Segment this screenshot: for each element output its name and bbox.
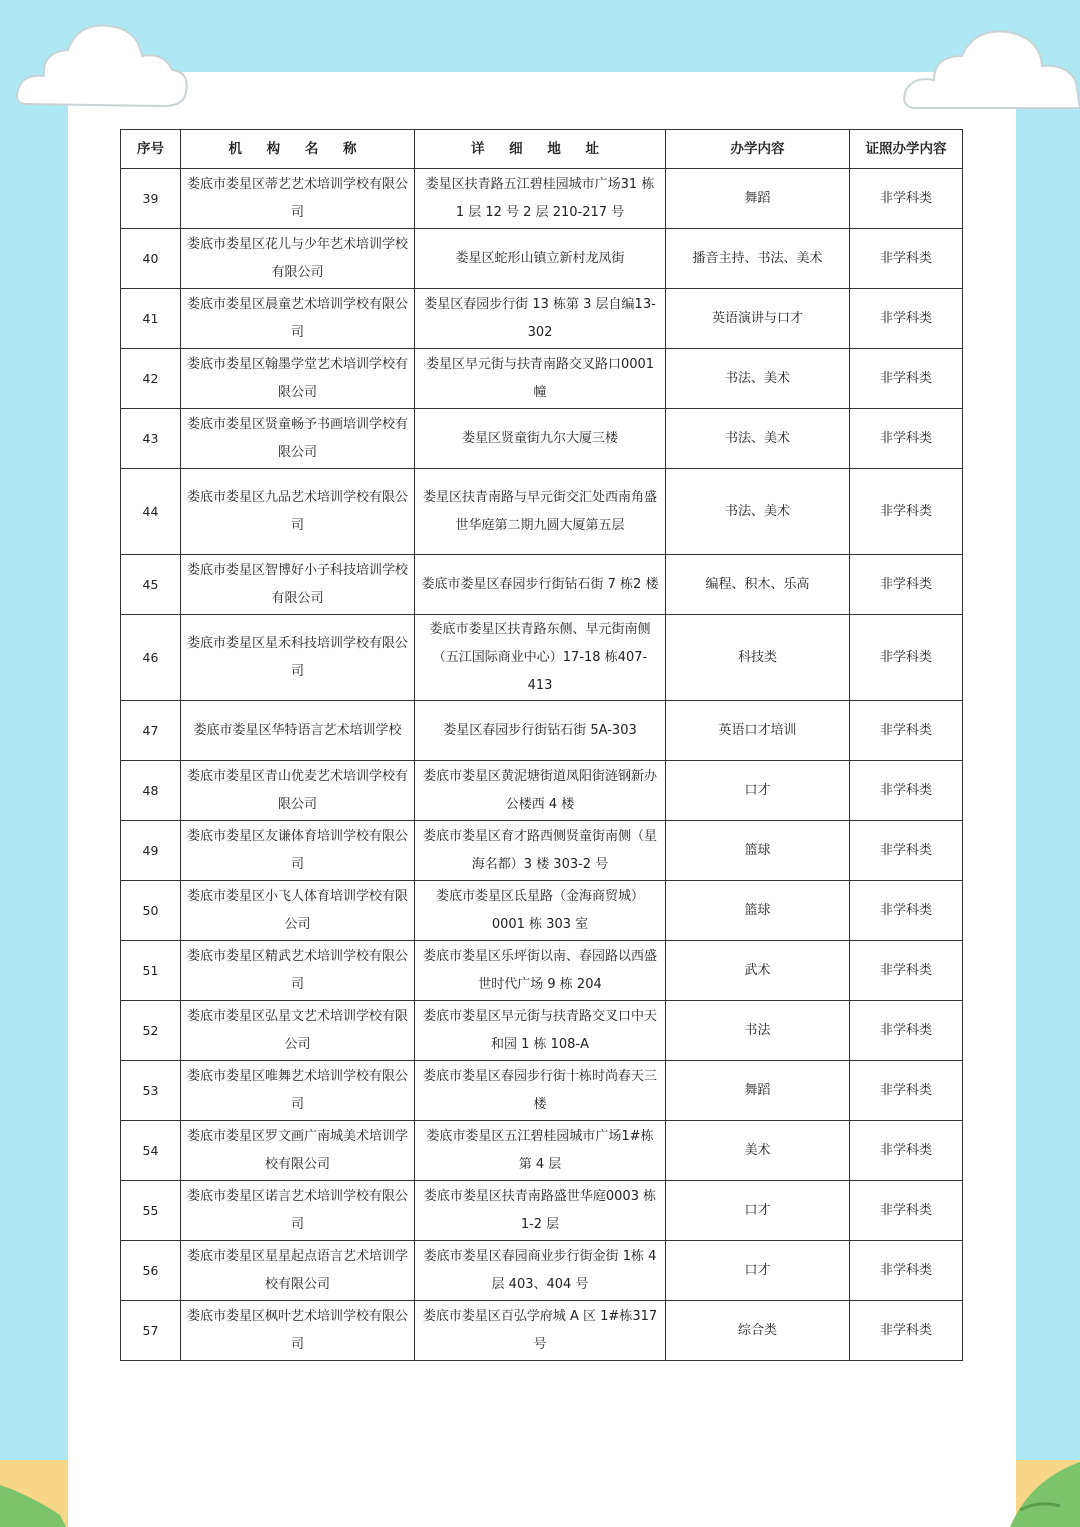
row-serial: 57 <box>121 1301 181 1361</box>
row-address: 娄星区蛇形山镇立新村龙凤街 <box>415 229 666 289</box>
row-institution-name: 娄底市娄星区智博好小子科技培训学校有限公司 <box>181 555 415 615</box>
row-address: 娄星区春园步行街钻石街 5A-303 <box>415 701 666 761</box>
row-license-content: 非学科类 <box>850 555 963 615</box>
row-license-content: 非学科类 <box>850 1121 963 1181</box>
table-row <box>121 941 963 1001</box>
row-serial: 56 <box>121 1241 181 1301</box>
row-institution-name: 娄底市娄星区弘星文艺术培训学校有限公司 <box>181 1001 415 1061</box>
row-serial: 45 <box>121 555 181 615</box>
row-serial: 39 <box>121 169 181 229</box>
table-row <box>121 1181 963 1241</box>
row-address: 娄底市娄星区育才路西侧贤童街南侧（星海名都）3 楼 303-2 号 <box>415 821 666 881</box>
cloud-right-decoration <box>900 20 1080 115</box>
row-serial: 44 <box>121 469 181 555</box>
row-course-content: 口才 <box>666 1181 850 1241</box>
row-address: 娄星区贤童街九尔大厦三楼 <box>415 409 666 469</box>
row-address: 娄底市娄星区春园步行街钻石街 7 栋2 楼 <box>415 555 666 615</box>
row-serial: 55 <box>121 1181 181 1241</box>
row-license-content: 非学科类 <box>850 289 963 349</box>
row-license-content: 非学科类 <box>850 409 963 469</box>
row-institution-name: 娄底市娄星区蒂艺艺术培训学校有限公司 <box>181 169 415 229</box>
row-serial: 49 <box>121 821 181 881</box>
row-course-content: 播音主持、书法、美术 <box>666 229 850 289</box>
table-header-row <box>121 130 963 169</box>
row-license-content: 非学科类 <box>850 701 963 761</box>
row-course-content: 书法、美术 <box>666 349 850 409</box>
row-course-content: 舞蹈 <box>666 1061 850 1121</box>
table-row <box>121 349 963 409</box>
row-course-content: 书法、美术 <box>666 469 850 555</box>
row-institution-name: 娄底市娄星区唯舞艺术培训学校有限公司 <box>181 1061 415 1121</box>
row-course-content: 英语口才培训 <box>666 701 850 761</box>
table-row <box>121 469 963 555</box>
row-serial: 54 <box>121 1121 181 1181</box>
row-course-content: 武术 <box>666 941 850 1001</box>
row-address: 娄底市娄星区乐坪街以南、春园路以西盛世时代广场 9 栋 204 <box>415 941 666 1001</box>
row-serial: 53 <box>121 1061 181 1121</box>
row-serial: 41 <box>121 289 181 349</box>
row-license-content: 非学科类 <box>850 1001 963 1061</box>
row-course-content: 书法、美术 <box>666 409 850 469</box>
table-row <box>121 1301 963 1361</box>
row-serial: 48 <box>121 761 181 821</box>
row-course-content: 英语演讲与口才 <box>666 289 850 349</box>
row-course-content: 口才 <box>666 1241 850 1301</box>
header-address: 详 细 地 址 <box>415 130 666 169</box>
table-row <box>121 881 963 941</box>
row-serial: 47 <box>121 701 181 761</box>
row-license-content: 非学科类 <box>850 169 963 229</box>
row-institution-name: 娄底市娄星区青山优麦艺术培训学校有限公司 <box>181 761 415 821</box>
table-row <box>121 1121 963 1181</box>
row-address: 娄底市娄星区黄泥塘街道凤阳街涟钢新办公楼西 4 楼 <box>415 761 666 821</box>
row-course-content: 舞蹈 <box>666 169 850 229</box>
row-institution-name: 娄底市娄星区星星起点语言艺术培训学校有限公司 <box>181 1241 415 1301</box>
row-institution-name: 娄底市娄星区诺言艺术培训学校有限公司 <box>181 1181 415 1241</box>
row-address: 娄星区春园步行街 13 栋第 3 层自编13-302 <box>415 289 666 349</box>
table-row <box>121 615 963 701</box>
row-course-content: 口才 <box>666 761 850 821</box>
row-license-content: 非学科类 <box>850 615 963 701</box>
row-address: 娄底市娄星区百弘学府城 A 区 1#栋317 号 <box>415 1301 666 1361</box>
row-institution-name: 娄底市娄星区九品艺术培训学校有限公司 <box>181 469 415 555</box>
row-license-content: 非学科类 <box>850 821 963 881</box>
header-serial: 序号 <box>121 130 181 169</box>
row-institution-name: 娄底市娄星区精武艺术培训学校有限公司 <box>181 941 415 1001</box>
table-row <box>121 555 963 615</box>
table-row <box>121 1001 963 1061</box>
header-content: 办学内容 <box>666 130 850 169</box>
row-serial: 42 <box>121 349 181 409</box>
row-address: 娄底市娄星区扶青南路盛世华庭0003 栋 1-2 层 <box>415 1181 666 1241</box>
row-institution-name: 娄底市娄星区小飞人体育培训学校有限公司 <box>181 881 415 941</box>
row-institution-name: 娄底市娄星区晨童艺术培训学校有限公司 <box>181 289 415 349</box>
row-serial: 51 <box>121 941 181 1001</box>
row-address: 娄底市娄星区早元街与扶青路交叉口中天和园 1 栋 108-A <box>415 1001 666 1061</box>
row-serial: 46 <box>121 615 181 701</box>
row-address: 娄星区扶青路五江碧桂园城市广场31 栋 1 层 12 号 2 层 210-217 号 <box>415 169 666 229</box>
row-institution-name: 娄底市娄星区花儿与少年艺术培训学校有限公司 <box>181 229 415 289</box>
grass-left-decoration <box>0 1455 70 1527</box>
table-row <box>121 1061 963 1121</box>
row-serial: 50 <box>121 881 181 941</box>
row-license-content: 非学科类 <box>850 1061 963 1121</box>
row-serial: 52 <box>121 1001 181 1061</box>
row-license-content: 非学科类 <box>850 349 963 409</box>
row-license-content: 非学科类 <box>850 1181 963 1241</box>
table-row <box>121 289 963 349</box>
header-license: 证照办学内容 <box>850 130 963 169</box>
row-course-content: 篮球 <box>666 881 850 941</box>
row-course-content: 篮球 <box>666 821 850 881</box>
table-row <box>121 409 963 469</box>
row-license-content: 非学科类 <box>850 881 963 941</box>
header-institution: 机 构 名 称 <box>181 130 415 169</box>
table-row <box>121 229 963 289</box>
row-institution-name: 娄底市娄星区华特语言艺术培训学校 <box>181 701 415 761</box>
row-address: 娄底市娄星区五江碧桂园城市广场1#栋第 4 层 <box>415 1121 666 1181</box>
table-row <box>121 1241 963 1301</box>
row-institution-name: 娄底市娄星区翰墨学堂艺术培训学校有限公司 <box>181 349 415 409</box>
table-row <box>121 761 963 821</box>
row-institution-name: 娄底市娄星区罗文画广南城美术培训学校有限公司 <box>181 1121 415 1181</box>
row-course-content: 综合类 <box>666 1301 850 1361</box>
row-address: 娄底市娄星区春园商业步行街金街 1栋 4 层 403、404 号 <box>415 1241 666 1301</box>
row-serial: 40 <box>121 229 181 289</box>
row-course-content: 书法 <box>666 1001 850 1061</box>
row-license-content: 非学科类 <box>850 1241 963 1301</box>
row-institution-name: 娄底市娄星区贤童畅予书画培训学校有限公司 <box>181 409 415 469</box>
row-course-content: 编程、积木、乐高 <box>666 555 850 615</box>
row-address: 娄星区扶青南路与早元街交汇处西南角盛世华庭第二期九圆大厦第五层 <box>415 469 666 555</box>
training-school-table <box>120 129 963 1361</box>
row-license-content: 非学科类 <box>850 1301 963 1361</box>
row-license-content: 非学科类 <box>850 469 963 555</box>
row-institution-name: 娄底市娄星区枫叶艺术培训学校有限公司 <box>181 1301 415 1361</box>
row-institution-name: 娄底市娄星区星禾科技培训学校有限公司 <box>181 615 415 701</box>
row-address: 娄底市娄星区春园步行街十栋时尚春天三楼 <box>415 1061 666 1121</box>
row-serial: 43 <box>121 409 181 469</box>
row-course-content: 美术 <box>666 1121 850 1181</box>
row-address: 娄底市娄星区氐星路（金海商贸城）0001 栋 303 室 <box>415 881 666 941</box>
row-license-content: 非学科类 <box>850 229 963 289</box>
row-institution-name: 娄底市娄星区友谦体育培训学校有限公司 <box>181 821 415 881</box>
table-row <box>121 701 963 761</box>
row-license-content: 非学科类 <box>850 941 963 1001</box>
cloud-left-decoration <box>14 12 194 112</box>
row-course-content: 科技类 <box>666 615 850 701</box>
row-license-content: 非学科类 <box>850 761 963 821</box>
row-address: 娄星区早元街与扶青南路交叉路口0001 幢 <box>415 349 666 409</box>
table-row <box>121 169 963 229</box>
grass-right-decoration <box>1000 1440 1080 1527</box>
table-row <box>121 821 963 881</box>
row-address: 娄底市娄星区扶青路东侧、早元街南侧（五江国际商业中心）17-18 栋407-413 <box>415 615 666 701</box>
